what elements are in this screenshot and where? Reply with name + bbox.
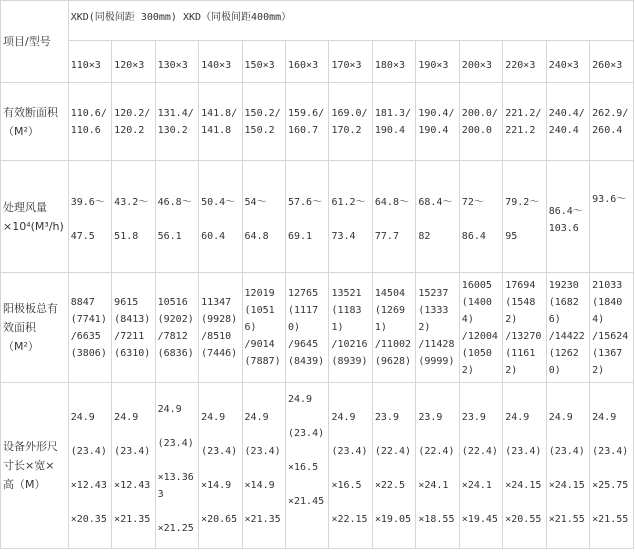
air-volume-cell: 54～ 64.8 bbox=[242, 161, 285, 273]
anode-area-cell: 17694 (15482) /13270 (11612) bbox=[503, 273, 546, 383]
effective-area-cell: 169.0/ 170.2 bbox=[329, 83, 372, 161]
effective-area-cell: 262.9/ 260.4 bbox=[590, 83, 634, 161]
air-volume-cell: 86.4～ 103.6 bbox=[546, 161, 589, 273]
air-volume-cell: 39.6～ 47.5 bbox=[68, 161, 111, 273]
effective-area-label: 有效断面积 （M²） bbox=[1, 83, 69, 161]
anode-area-cell: 14504 (12691) /11002 (9628) bbox=[372, 273, 415, 383]
effective-area-cell: 240.4/ 240.4 bbox=[546, 83, 589, 161]
dimensions-row bbox=[1, 383, 634, 549]
dimensions-cell: 24.9 (23.4) ×12.43 ×21.35 bbox=[112, 383, 155, 549]
anode-area-cell: 12019 (10516) /9014 (7887) bbox=[242, 273, 285, 383]
dimensions-cell: 24.9 (23.4) ×13.363 ×21.25 bbox=[155, 383, 198, 549]
anode-area-cell: 12765 (11170) /9645 (8439) bbox=[285, 273, 328, 383]
anode-area-row bbox=[1, 273, 634, 383]
model-cell: 120×3 bbox=[112, 41, 155, 83]
anode-area-label: 阳极板总有 效面积 （M²） bbox=[1, 273, 69, 383]
effective-area-cell: 159.6/ 160.7 bbox=[285, 83, 328, 161]
anode-area-cell: 13521 (11831) /10216 (8939) bbox=[329, 273, 372, 383]
model-cell: 240×3 bbox=[546, 41, 589, 83]
anode-area-cell: 11347 (9928) /8510 (7446) bbox=[199, 273, 242, 383]
dimensions-cell: 24.9 (23.4) ×16.5 ×21.45 bbox=[285, 383, 328, 549]
effective-area-row bbox=[1, 83, 634, 161]
anode-area-cell: 10516 (9202) /7812 (6836) bbox=[155, 273, 198, 383]
air-volume-cell: 50.4～ 60.4 bbox=[199, 161, 242, 273]
anode-area-cell: 16005 (14004) /12004 (10502) bbox=[459, 273, 502, 383]
effective-area-cell: 141.8/ 141.8 bbox=[199, 83, 242, 161]
effective-area-cell: 110.6/ 110.6 bbox=[68, 83, 111, 161]
air-volume-cell: 64.8～ 77.7 bbox=[372, 161, 415, 273]
air-volume-cell: 43.2～ 51.8 bbox=[112, 161, 155, 273]
anode-area-cell: 9615 (8413) /7211 (6310) bbox=[112, 273, 155, 383]
air-volume-row bbox=[1, 161, 634, 273]
air-volume-cell: 57.6～ 69.1 bbox=[285, 161, 328, 273]
effective-area-cell: 190.4/ 190.4 bbox=[416, 83, 459, 161]
effective-area-cell: 150.2/ 150.2 bbox=[242, 83, 285, 161]
dimensions-cell: 24.9 (23.4) ×14.9 ×20.65 bbox=[199, 383, 242, 549]
model-cell: 220×3 bbox=[503, 41, 546, 83]
anode-area-cell: 8847 (7741) /6635 (3806) bbox=[68, 273, 111, 383]
air-volume-cell: 61.2～ 73.4 bbox=[329, 161, 372, 273]
series-title: XKD(同极间距 300mm) XKD（同极间距400mm） bbox=[68, 1, 633, 41]
effective-area-cell: 221.2/ 221.2 bbox=[503, 83, 546, 161]
dimensions-label: 设备外形尺 寸长×宽× 高（M） bbox=[1, 383, 69, 549]
model-cell: 200×3 bbox=[459, 41, 502, 83]
dimensions-cell: 24.9 (23.4) ×25.75 ×21.55 bbox=[590, 383, 634, 549]
dimensions-cell: 24.9 (23.4) ×24.15 ×20.55 bbox=[503, 383, 546, 549]
dimensions-cell: 24.9 (23.4) ×12.43 ×20.35 bbox=[68, 383, 111, 549]
air-volume-cell: 72～ 86.4 bbox=[459, 161, 502, 273]
air-volume-cell: 46.8～ 56.1 bbox=[155, 161, 198, 273]
row-label-header: 项目/型号 bbox=[1, 1, 69, 83]
model-cell: 260×3 bbox=[590, 41, 634, 83]
effective-area-cell: 181.3/ 190.4 bbox=[372, 83, 415, 161]
model-cell: 160×3 bbox=[285, 41, 328, 83]
effective-area-cell: 200.0/ 200.0 bbox=[459, 83, 502, 161]
model-row bbox=[1, 41, 634, 83]
anode-area-cell: 19230 (16826) /14422 (12620) bbox=[546, 273, 589, 383]
model-cell: 140×3 bbox=[199, 41, 242, 83]
model-cell: 110×3 bbox=[68, 41, 111, 83]
effective-area-cell: 131.4/ 130.2 bbox=[155, 83, 198, 161]
model-cell: 130×3 bbox=[155, 41, 198, 83]
dimensions-cell: 24.9 (23.4) ×14.9 ×21.35 bbox=[242, 383, 285, 549]
dimensions-cell: 23.9 (22.4) ×22.5 ×19.05 bbox=[372, 383, 415, 549]
air-volume-label: 处理风量 ×10⁴(M³/h) bbox=[1, 161, 69, 273]
model-cell: 180×3 bbox=[372, 41, 415, 83]
anode-area-cell: 15237 (13332) /11428 (9999) bbox=[416, 273, 459, 383]
air-volume-cell: 93.6～ bbox=[590, 161, 634, 273]
dimensions-cell: 23.9 (22.4) ×24.1 ×19.45 bbox=[459, 383, 502, 549]
model-cell: 150×3 bbox=[242, 41, 285, 83]
anode-area-cell: 21033 (18404) /15624 (13672) bbox=[590, 273, 634, 383]
model-cell: 170×3 bbox=[329, 41, 372, 83]
dimensions-cell: 23.9 (22.4) ×24.1 ×18.55 bbox=[416, 383, 459, 549]
effective-area-cell: 120.2/ 120.2 bbox=[112, 83, 155, 161]
dimensions-cell: 24.9 (23.4) ×24.15 ×21.55 bbox=[546, 383, 589, 549]
dimensions-cell: 24.9 (23.4) ×16.5 ×22.15 bbox=[329, 383, 372, 549]
air-volume-cell: 68.4～ 82 bbox=[416, 161, 459, 273]
model-cell: 190×3 bbox=[416, 41, 459, 83]
air-volume-cell: 79.2～ 95 bbox=[503, 161, 546, 273]
